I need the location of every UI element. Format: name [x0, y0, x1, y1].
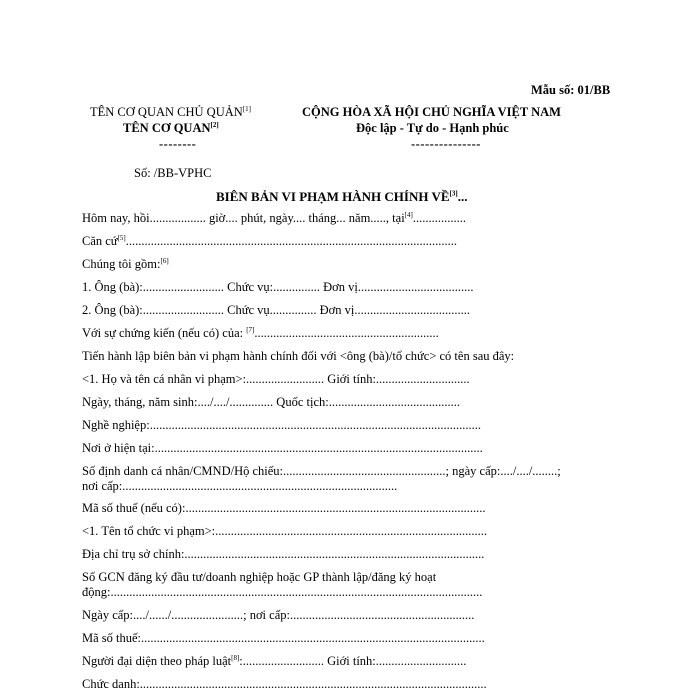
line-text: Ngày cấp:..../....../.......................; nơi cấp:...........................................................: [82, 608, 475, 622]
line-tax-code-optional: [82, 502, 485, 515]
line-witness: [82, 327, 439, 340]
agency-parent-name: TÊN CƠ QUAN CHỦ QUẢN: [90, 105, 243, 119]
document-number: Số: /BB-VPHC: [134, 166, 212, 180]
document-title: [216, 190, 467, 203]
footnote-ref: [2]: [210, 120, 219, 129]
line-id-issue-place: [82, 480, 397, 493]
line-occupation: [82, 419, 481, 432]
line-violator-name: [82, 373, 470, 386]
line-text: ...........................................................: [254, 326, 439, 340]
line-issue-date-place: [82, 609, 474, 622]
line-text: .................: [412, 211, 466, 225]
line-birth-nationality: [82, 396, 460, 409]
line-text: Số GCN đăng ký đầu tư/doanh nghiệp hoặc GP thành lập/đăng ký hoạt: [82, 570, 437, 584]
right-divider: ---------------: [411, 137, 481, 151]
line-date-place: [82, 212, 466, 225]
line-text: Mã số thuế (nếu có):................................................................................................: [82, 501, 486, 515]
line-position-title: [82, 678, 487, 691]
line-registration-activity: [82, 586, 482, 599]
line-text: ..........................................................................................................: [125, 234, 458, 248]
line-text: <1. Tên tổ chức vi phạm>:.......................................................................................: [82, 524, 487, 538]
national-motto: Độc lập - Tự do - Hạnh phúc: [356, 121, 509, 135]
line-text: Căn cứ: [82, 234, 118, 248]
line-tax-code: [82, 632, 485, 645]
line-text: Mã số thuế:..............................................................................................................: [82, 631, 485, 645]
line-text: nơi cấp:........................................................................................: [82, 479, 398, 493]
line-text: Chúng tôi gồm:: [82, 257, 161, 271]
title-text: BIÊN BẢN VI PHẠM HÀNH CHÍNH VỀ: [216, 189, 450, 204]
line-text: Số định danh cá nhân/CMND/Hộ chiếu:....................................................; ngày cấp:..../..../........;: [82, 464, 561, 478]
footnote-ref: [1]: [242, 104, 251, 113]
line-text: Người đại diện theo pháp luật: [82, 654, 232, 668]
form-code: Mẫu số: 01/BB: [531, 83, 611, 97]
line-organization-name: [82, 525, 487, 538]
line-proceed: [82, 350, 514, 363]
line-text: Chức danh:...............................................................................................................: [82, 677, 487, 691]
line-registration-cert: [82, 571, 436, 584]
footnote-ref: [4]: [404, 210, 413, 219]
line-text: 1. Ông (bà):.......................... Chức vụ:............... Đơn vị.....................................: [82, 280, 474, 294]
line-text: 2. Ông (bà):.......................... Chức vụ............... Đơn vị.....................................: [82, 303, 471, 317]
line-text: động:.......................................................................................................................: [82, 585, 483, 599]
line-members-heading: [82, 258, 169, 271]
footnote-ref: [8]: [231, 653, 240, 662]
line-text: Nghề nghiệp:..........................................................................................................: [82, 418, 481, 432]
footnote-ref: [7]: [246, 325, 255, 334]
footnote-ref: [3]: [449, 189, 458, 198]
agency-name: TÊN CƠ QUAN: [123, 121, 211, 135]
line-head-office: [82, 548, 484, 561]
line-text: <1. Họ và tên cá nhân vi phạm>:......................... Giới tính:..............................: [82, 372, 470, 386]
line-text: Tiến hành lập biên bản vi phạm hành chính đối với <ông (bà)/tổ chức> có tên sau đây:: [82, 349, 515, 363]
line-member-1: [82, 281, 474, 294]
line-id-number: [82, 465, 561, 478]
line-text: Hôm nay, hồi.................. giờ.... phút, ngày.... tháng... năm....., tại: [82, 211, 405, 225]
line-member-2: [82, 304, 470, 317]
line-text: Địa chỉ trụ sở chính:................................................................................................: [82, 547, 485, 561]
line-text: Với sự chứng kiến (nếu có) của:: [82, 326, 247, 340]
line-legal-representative: [82, 655, 466, 668]
footnote-ref: [6]: [160, 256, 169, 265]
agency-line: [123, 122, 219, 135]
agency-parent-line: [90, 106, 251, 119]
footnote-ref: [5]: [117, 233, 126, 242]
line-residence: [82, 442, 483, 455]
left-divider: --------: [159, 137, 197, 151]
line-text: :.......................... Giới tính:.............................: [239, 654, 467, 668]
line-text: Nơi ở hiện tại:.........................................................................................................: [82, 441, 483, 455]
line-text: Ngày, tháng, năm sinh:..../..../.............. Quốc tịch:..........................................: [82, 395, 460, 409]
title-suffix: ...: [457, 189, 468, 204]
country-name: CỘNG HÒA XÃ HỘI CHỦ NGHĨA VIỆT NAM: [302, 105, 561, 119]
line-legal-basis: [82, 235, 457, 248]
